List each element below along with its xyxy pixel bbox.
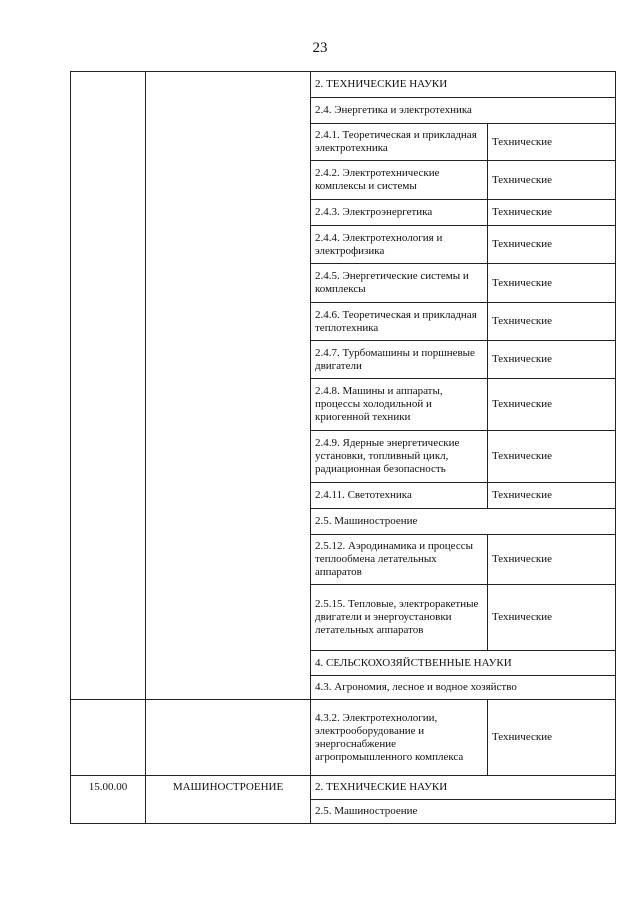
specialty-cell: 2.4.11. Светотехника [311,483,488,509]
empty-code-cell [71,700,146,776]
specialty-cell: 2.5.15. Тепловые, электроракетные двигатели и энергоустановки летательных аппаратов [311,585,488,651]
science-cell: Технические [488,341,616,379]
subsection-heading: 2.4. Энергетика и электротехника [311,98,616,124]
table-row [71,700,616,776]
science-cell: Технические [488,700,616,776]
science-cell: Технические [488,303,616,341]
empty-name-cell [146,700,311,776]
science-cell: Технические [488,535,616,585]
specialty-cell: 2.4.3. Электроэнергетика [311,200,488,226]
specialty-cell: 2.4.8. Машины и аппараты, процессы холодильной и криогенной техники [311,379,488,431]
specialties-table [70,71,616,824]
section-heading: 2. ТЕХНИЧЕСКИЕ НАУКИ [311,776,616,800]
page-number: 23 [312,40,328,56]
specialty-cell: 2.4.9. Ядерные энергетические установки, топливный цикл, радиационная безопасность [311,431,488,483]
subsection-heading: 2.5. Машиностроение [311,800,616,824]
specialty-cell: 2.4.5. Энергетические системы и комплексы [311,264,488,303]
science-cell: Технические [488,585,616,651]
science-cell: Технические [488,124,616,161]
group-name-cell: МАШИНОСТРОЕНИЕ [146,776,311,824]
specialty-cell: 2.4.7. Турбомашины и поршневые двигатели [311,341,488,379]
empty-name-cell [146,72,311,700]
science-cell: Технические [488,483,616,509]
science-cell: Технические [488,200,616,226]
specialty-cell: 2.5.12. Аэродинамика и процессы теплообмена летательных аппаратов [311,535,488,585]
subsection-heading: 4.3. Агрономия, лесное и водное хозяйство [311,676,616,700]
science-cell: Технические [488,226,616,264]
specialty-cell: 2.4.1. Теоретическая и прикладная электротехника [311,124,488,161]
section-heading: 4. СЕЛЬСКОХОЗЯЙСТВЕННЫЕ НАУКИ [311,651,616,676]
table-row [71,72,616,98]
table-row [71,776,616,800]
specialty-cell: 4.3.2. Электротехнологии, электрооборудование и энергоснабжение агропромышленного комплекса [311,700,488,776]
subsection-heading: 2.5. Машиностроение [311,509,616,535]
specialty-cell: 2.4.6. Теоретическая и прикладная теплотехника [311,303,488,341]
science-cell: Технические [488,431,616,483]
specialty-cell: 2.4.4. Электротехнология и электрофизика [311,226,488,264]
section-heading: 2. ТЕХНИЧЕСКИЕ НАУКИ [311,72,616,98]
empty-code-cell [71,72,146,700]
science-cell: Технические [488,161,616,200]
specialty-cell: 2.4.2. Электротехнические комплексы и системы [311,161,488,200]
code-cell: 15.00.00 [71,776,146,824]
science-cell: Технические [488,264,616,303]
science-cell: Технические [488,379,616,431]
